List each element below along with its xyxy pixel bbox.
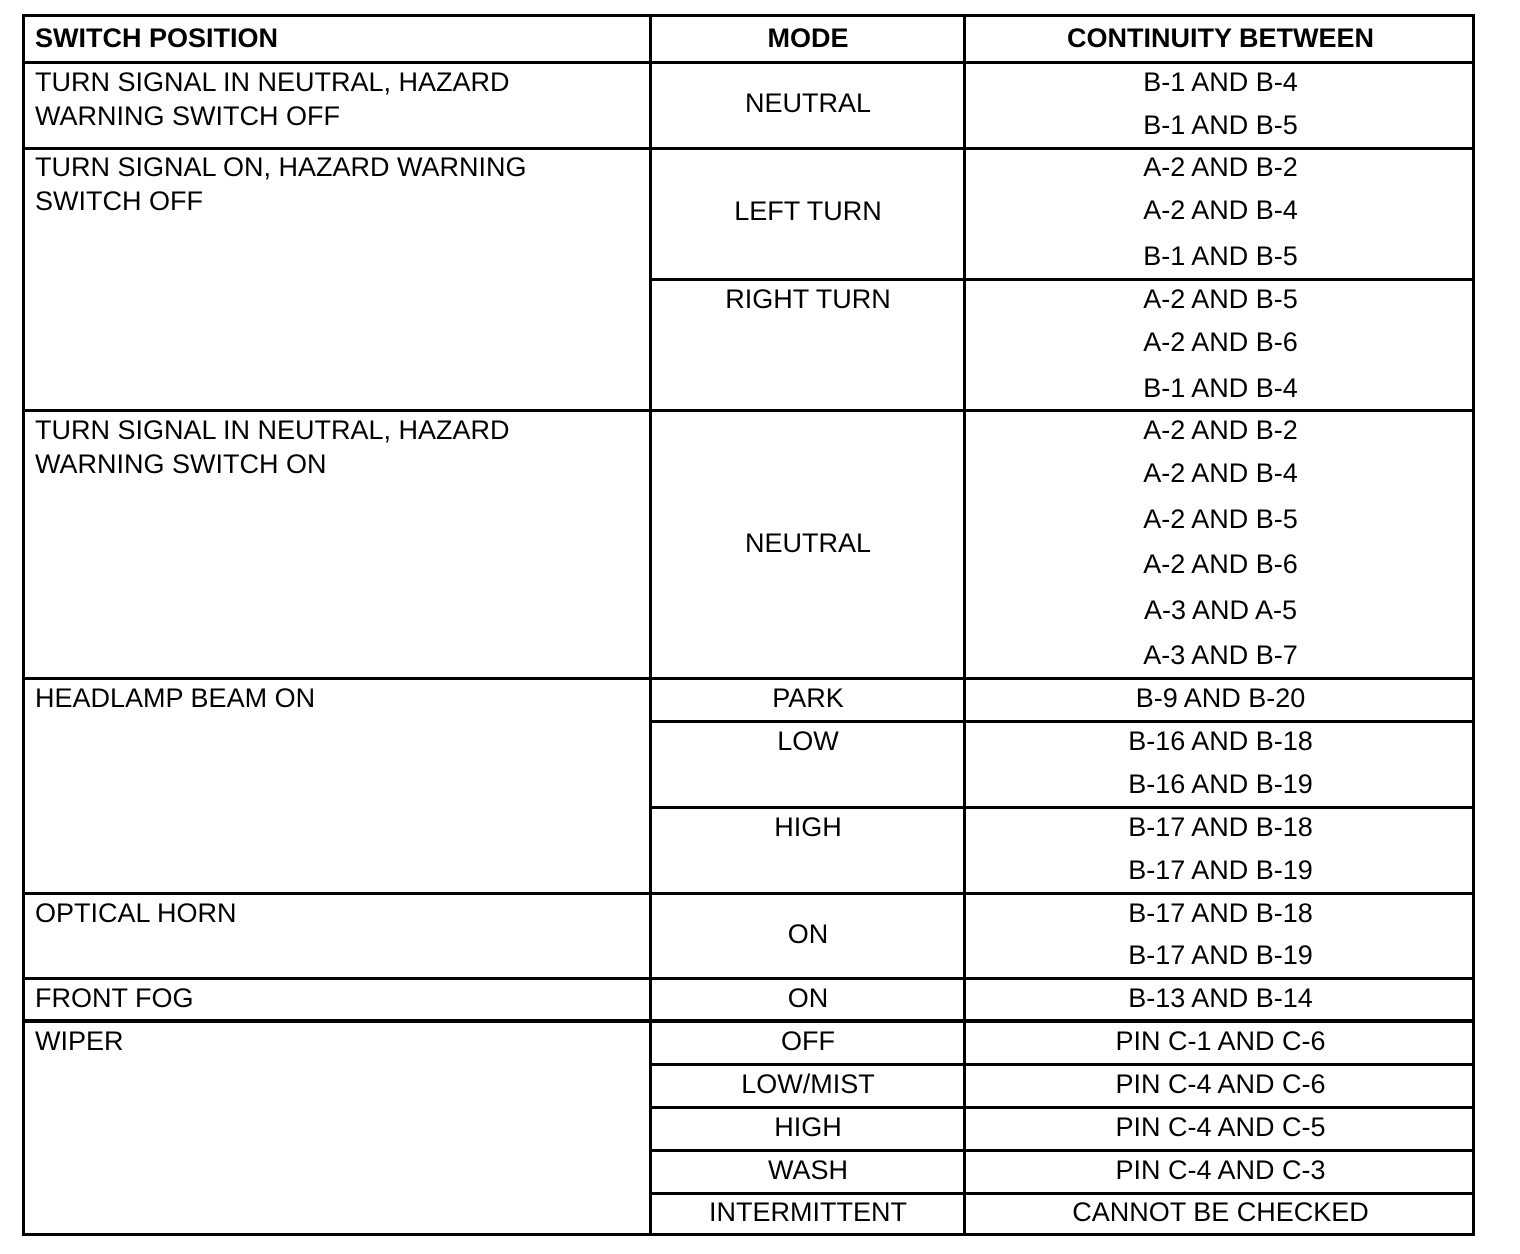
mode-cell: LOW/MIST [741, 1069, 875, 1099]
continuity-cell: B-13 AND B-14 [1128, 983, 1313, 1013]
mode-cell: OFF [781, 1026, 835, 1056]
continuity-cell: B-17 AND B-18 [1128, 812, 1313, 842]
mode-cell: ON [787, 919, 829, 949]
switch-position-cell: OPTICAL HORN [35, 898, 237, 928]
continuity-cell: B-9 AND B-20 [1135, 683, 1306, 713]
mode-cell: LEFT TURN [734, 196, 882, 226]
continuity-cell: A-2 AND B-4 [1143, 458, 1298, 488]
mode-cell: NEUTRAL [744, 88, 872, 118]
row-divider [25, 677, 1472, 680]
mode-divider [649, 720, 1472, 723]
continuity-cell: PIN C-4 AND C-3 [1115, 1155, 1326, 1185]
continuity-cell: A-2 AND B-6 [1143, 327, 1298, 357]
header-switch-position: SWITCH POSITION [35, 23, 278, 53]
header-mode: MODE [767, 23, 849, 53]
switch-position-cell: FRONT FOG [35, 983, 194, 1013]
continuity-cell: B-17 AND B-19 [1128, 940, 1313, 970]
mode-cell: ON [787, 983, 829, 1013]
mode-divider [649, 1063, 1472, 1066]
continuity-table [22, 14, 1475, 1236]
continuity-cell: B-17 AND B-18 [1128, 898, 1313, 928]
continuity-cell: A-2 AND B-5 [1143, 284, 1298, 314]
continuity-cell: A-2 AND B-2 [1143, 152, 1298, 182]
header-continuity: CONTINUITY BETWEEN [1066, 23, 1374, 53]
continuity-cell: B-1 AND B-5 [1143, 241, 1298, 271]
continuity-cell: A-2 AND B-4 [1143, 195, 1298, 225]
continuity-cell: B-16 AND B-19 [1128, 769, 1313, 799]
continuity-cell: B-16 AND B-18 [1128, 726, 1313, 756]
header-divider [25, 61, 1472, 64]
mode-cell: HIGH [774, 1112, 842, 1142]
switch-position-cell: TURN SIGNAL ON, HAZARD WARNING SWITCH OFF [35, 152, 527, 216]
continuity-cell: B-1 AND B-4 [1143, 67, 1298, 97]
mode-divider [649, 278, 1472, 281]
mode-cell: WASH [768, 1155, 848, 1185]
mode-cell: PARK [772, 683, 844, 713]
switch-position-cell: HEADLAMP BEAM ON [35, 683, 316, 713]
continuity-cell: A-3 AND A-5 [1143, 595, 1298, 625]
row-divider [25, 977, 1472, 980]
row-divider [25, 1019, 1472, 1023]
continuity-cell: A-3 AND B-7 [1143, 640, 1298, 670]
mode-divider [649, 1149, 1472, 1152]
continuity-cell: A-2 AND B-2 [1143, 415, 1298, 445]
continuity-cell: B-17 AND B-19 [1128, 855, 1313, 885]
mode-cell: NEUTRAL [744, 528, 872, 558]
mode-cell: INTERMITTENT [709, 1197, 907, 1227]
row-divider [25, 409, 1472, 412]
row-divider [25, 892, 1472, 895]
continuity-cell: CANNOT BE CHECKED [1072, 1197, 1369, 1227]
continuity-cell: PIN C-1 AND C-6 [1115, 1026, 1326, 1056]
switch-position-cell: TURN SIGNAL IN NEUTRAL, HAZARD WARNING SWITCH OFF [35, 67, 510, 131]
continuity-cell: A-2 AND B-5 [1143, 504, 1298, 534]
continuity-cell: B-1 AND B-5 [1143, 110, 1298, 140]
continuity-cell: PIN C-4 AND C-6 [1115, 1069, 1326, 1099]
mode-cell: LOW [777, 726, 839, 756]
mode-cell: HIGH [774, 812, 842, 842]
continuity-cell: PIN C-4 AND C-5 [1115, 1112, 1326, 1142]
continuity-cell: A-2 AND B-6 [1143, 549, 1298, 579]
switch-position-cell: TURN SIGNAL IN NEUTRAL, HAZARD WARNING SWITCH ON [35, 415, 510, 479]
mode-divider [649, 806, 1472, 809]
continuity-cell: B-1 AND B-4 [1143, 373, 1298, 403]
mode-divider [649, 1106, 1472, 1109]
switch-position-cell: WIPER [35, 1026, 124, 1056]
mode-cell: RIGHT TURN [725, 284, 891, 314]
